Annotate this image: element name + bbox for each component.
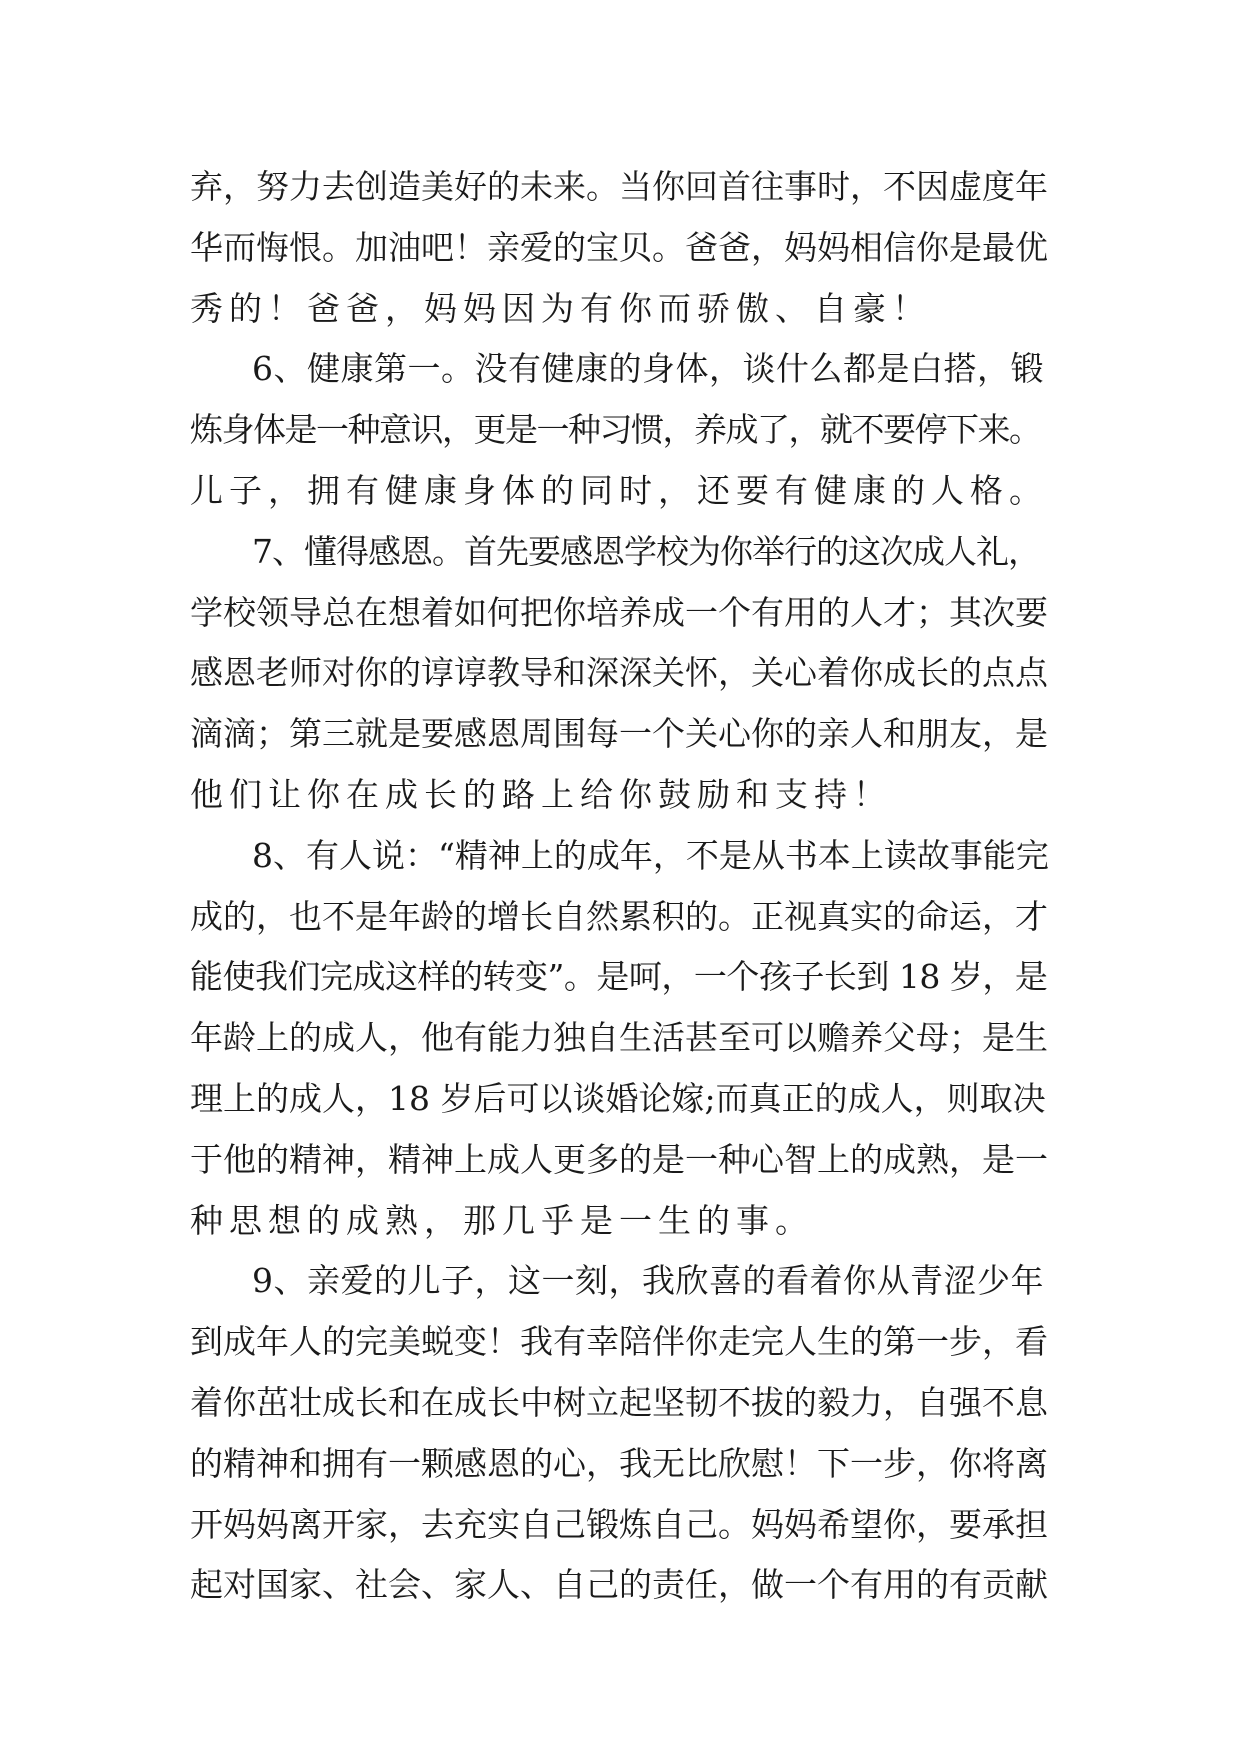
document-body (190, 157, 1050, 1616)
text-line: 成的，也不是年龄的增长自然累积的。正视真实的命运，才 (190, 896, 1048, 936)
paragraph-start-line: 7、懂得感恩。首先要感恩学校为你举行的这次成人礼， (252, 531, 1040, 571)
text-line: 能使我们完成这样的转变”。是呵，一个孩子长到 18 岁，是 (190, 957, 1048, 997)
text-line: 于他的精神，精神上成人更多的是一种心智上的成熟，是一 (190, 1139, 1048, 1179)
text-line: 学校领导总在想着如何把你培养成一个有用的人才；其次要 (190, 592, 1048, 632)
paragraph-start-line: 9、亲爱的儿子，这一刻，我欣喜的看着你从青涩少年 (252, 1261, 1044, 1301)
text-line: 理上的成人，18 岁后可以谈婚论嫁;而真正的成人，则取决 (190, 1078, 1046, 1118)
text-line: 种思想的成熟，那几乎是一生的事。 (190, 1200, 814, 1240)
paragraph-start-line: 6、健康第一。没有健康的身体，谈什么都是白搭，锻 (252, 349, 1044, 389)
text-line: 滴滴；第三就是要感恩周围每一个关心你的亲人和朋友，是 (190, 714, 1048, 754)
text-line: 秀的！爸爸，妈妈因为有你而骄傲、自豪！ (190, 288, 931, 328)
text-line: 华而悔恨。加油吧！亲爱的宝贝。爸爸，妈妈相信你是最优 (190, 227, 1048, 267)
text-line: 他们让你在成长的路上给你鼓励和支持！ (190, 774, 892, 814)
text-line: 的精神和拥有一颗感恩的心，我无比欣慰！下一步，你将离 (190, 1443, 1048, 1483)
text-line: 儿子，拥有健康身体的同时，还要有健康的人格。 (190, 470, 1048, 510)
text-line: 起对国家、社会、家人、自己的责任，做一个有用的有贡献 (190, 1565, 1048, 1605)
text-line: 年龄上的成人，他有能力独自生活甚至可以赡养父母；是生 (190, 1018, 1048, 1058)
text-line: 开妈妈离开家，去充实自己锻炼自己。妈妈希望你，要承担 (190, 1504, 1048, 1544)
text-line: 炼身体是一种意识，更是一种习惯，养成了，就不要停下来。 (190, 410, 1041, 450)
text-line: 弃，努力去创造美好的未来。当你回首往事时，不因虚度年 (190, 167, 1048, 206)
paragraph-start-line: 8、有人说：“精神上的成年，不是从书本上读故事能完 (252, 835, 1049, 875)
text-line: 着你茁壮成长和在成长中树立起坚韧不拔的毅力，自强不息 (190, 1382, 1048, 1422)
text-line: 感恩老师对你的谆谆教导和深深关怀，关心着你成长的点点 (190, 653, 1048, 693)
text-line: 到成年人的完美蜕变！我有幸陪伴你走完人生的第一步，看 (190, 1322, 1048, 1362)
